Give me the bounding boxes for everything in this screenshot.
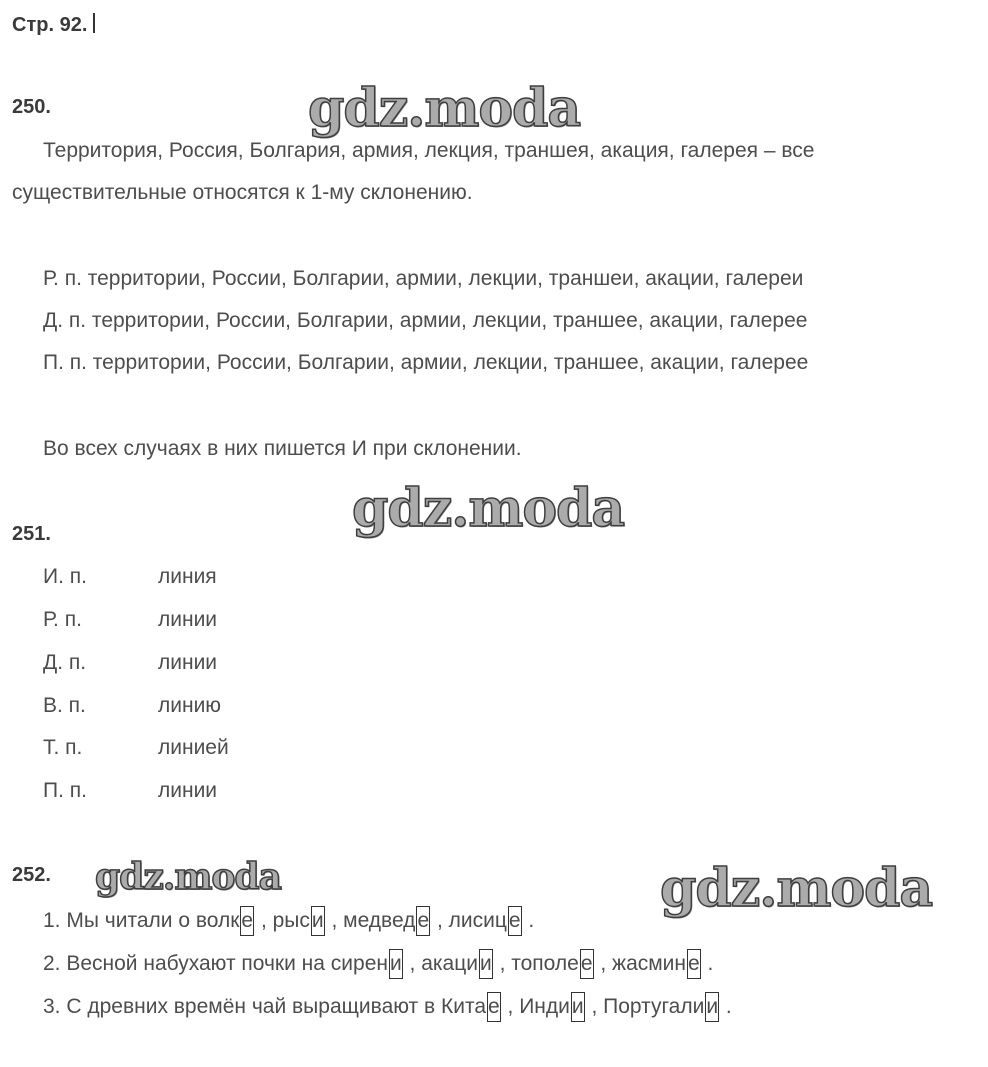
boxed-ending: е xyxy=(580,949,594,979)
exercise-252-sentence-2 xyxy=(43,949,713,979)
boxed-ending: и xyxy=(705,992,719,1022)
watermark-logo: gdz.moda xyxy=(660,858,933,919)
sentence-text: . xyxy=(720,995,732,1018)
case-form: линией xyxy=(158,736,229,759)
sentence-text: , жасмин xyxy=(594,952,687,975)
boxed-ending: и xyxy=(571,992,585,1022)
page-header-text: Стр. 92. xyxy=(12,14,88,36)
exercise-252-sentence-1 xyxy=(43,906,534,936)
boxed-ending: е xyxy=(487,992,501,1022)
boxed-ending: и xyxy=(311,906,325,936)
exercise-250-line2: существительные относятся к 1-му склонению. xyxy=(12,181,473,204)
sentence-text: , Инди xyxy=(501,995,570,1018)
sentence-text: 3. С древних времён чай выращивают в Кита xyxy=(43,995,486,1018)
sentence-text: , Португали xyxy=(585,995,705,1018)
case-label: П. п. xyxy=(43,779,87,802)
case-label: В. п. xyxy=(43,694,86,717)
watermark-logo: gdz.moda xyxy=(308,78,581,139)
exercise-250-conclusion: Во всех случаях в них пишется И при склонении. xyxy=(43,437,522,460)
exercise-251-number: 251. xyxy=(12,523,51,545)
watermark-logo: gdz.moda xyxy=(352,478,625,539)
boxed-ending: е xyxy=(240,906,254,936)
text-cursor xyxy=(93,13,95,33)
case-form: линия xyxy=(158,565,217,588)
case-form: линии xyxy=(158,779,218,802)
page-header xyxy=(12,13,95,37)
watermark-logo: gdz.moda xyxy=(95,856,281,898)
sentence-text: , медвед xyxy=(325,909,416,932)
boxed-ending: е xyxy=(687,949,701,979)
exercise-250-row-dative: Д. п. территории, России, Болгарии, армии, лекции, траншее, акации, галерее xyxy=(43,309,808,332)
boxed-ending: е xyxy=(508,906,522,936)
case-label: И. п. xyxy=(43,565,87,588)
sentence-text: 2. Весной набухают почки на сирен xyxy=(43,952,388,975)
sentence-text: 1. Мы читали о волк xyxy=(43,909,240,932)
case-form: линии xyxy=(158,608,218,631)
sentence-text: , тополе xyxy=(493,952,579,975)
case-label: Т. п. xyxy=(43,736,83,759)
exercise-250-number: 250. xyxy=(12,96,51,118)
case-form: линии xyxy=(158,651,218,674)
sentence-text: . xyxy=(701,952,714,975)
boxed-ending: е xyxy=(416,906,430,936)
case-form: линию xyxy=(158,694,222,717)
exercise-252-number: 252. xyxy=(12,864,51,886)
case-label: Д. п. xyxy=(43,651,87,674)
boxed-ending: и xyxy=(389,949,403,979)
exercise-252-sentence-3 xyxy=(43,992,732,1022)
case-label: Р. п. xyxy=(43,608,82,631)
exercise-250-row-genitive: Р. п. территории, России, Болгарии, армии, лекции, траншеи, акации, галереи xyxy=(43,267,804,290)
sentence-text: , акаци xyxy=(403,952,478,975)
exercise-250-line1: Территория, Россия, Болгария, армия, лекция, траншея, акация, галерея – все xyxy=(43,139,815,162)
exercise-250-row-prepositional: П. п. территории, России, Болгарии, армии, лекции, траншее, акации, галерее xyxy=(43,351,809,374)
boxed-ending: и xyxy=(479,949,493,979)
sentence-text: , лисиц xyxy=(431,909,507,932)
sentence-text: . xyxy=(522,909,535,932)
sentence-text: , рыс xyxy=(255,909,310,932)
